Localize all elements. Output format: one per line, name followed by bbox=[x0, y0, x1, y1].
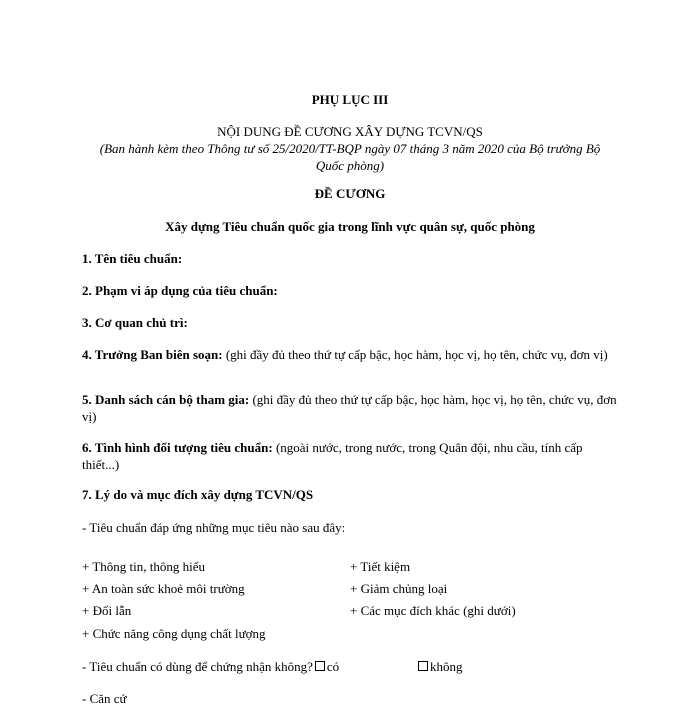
document-title: NỘI DUNG ĐỀ CƯƠNG XÂY DỰNG TCVN/QS bbox=[217, 124, 483, 139]
item-5 bbox=[82, 391, 618, 425]
subtitle-line-1: (Ban hành kèm theo Thông tư số 25/2020/TT-BQP ngày 07 tháng 3 năm 2020 của Bộ trưởng Bộ bbox=[99, 141, 601, 156]
objective-right-2: + Giảm chủng loại bbox=[350, 581, 448, 596]
no-checkbox[interactable] bbox=[418, 661, 428, 671]
item-5-text: (ghi đầy đủ theo thứ tự cấp bậc, học hàm, học vị, họ tên, chức vụ, đơn vị) bbox=[82, 392, 617, 424]
section-title: ĐỀ CƯƠNG bbox=[314, 186, 386, 201]
yes-checkbox[interactable] bbox=[315, 661, 325, 671]
item-2: 2. Phạm vi áp dụng của tiêu chuẩn: bbox=[82, 283, 278, 298]
objective-left-2: + An toàn sức khoẻ môi trường bbox=[82, 581, 245, 596]
certification-question: - Tiêu chuẩn có dùng để chứng nhận không? bbox=[82, 659, 313, 674]
item-6 bbox=[82, 439, 618, 473]
objective-left-1: + Thông tin, thông hiểu bbox=[82, 559, 206, 574]
objectives-intro: - Tiêu chuẩn đáp ứng những mục tiêu nào sau đây: bbox=[82, 520, 346, 535]
item-6-text: (ngoài nước, trong nước, trong Quân đội, nhu cầu, tính cấp thiết...) bbox=[82, 440, 583, 472]
objective-left-3: + Đổi lẫn bbox=[82, 603, 132, 618]
basis-label: - Căn cứ bbox=[82, 691, 127, 706]
section-heading: Xây dựng Tiêu chuẩn quốc gia trong lĩnh vực quân sự, quốc phòng bbox=[165, 219, 535, 234]
item-7: 7. Lý do và mục đích xây dựng TCVN/QS bbox=[82, 487, 314, 502]
item-1: 1. Tên tiêu chuẩn: bbox=[82, 251, 183, 266]
item-3: 3. Cơ quan chủ trì: bbox=[82, 315, 188, 330]
item-4 bbox=[82, 346, 618, 363]
certification-question-row bbox=[82, 658, 339, 675]
objective-right-3: + Các mục đích khác (ghi dưới) bbox=[350, 603, 516, 618]
subtitle-line-2: Quốc phòng) bbox=[315, 158, 385, 173]
item-6-label: 6. Tình hình đối tượng tiêu chuẩn: bbox=[82, 440, 273, 455]
item-4-label: 4. Trưởng Ban biên soạn: bbox=[82, 347, 223, 362]
objective-left-4: + Chức năng công dụng chất lượng bbox=[82, 626, 266, 641]
objective-right-1: + Tiết kiệm bbox=[350, 559, 411, 574]
certification-no-row bbox=[416, 658, 463, 675]
item-4-text: (ghi đầy đủ theo thứ tự cấp bậc, học hàm, học vị, họ tên, chức vụ, đơn vị) bbox=[222, 347, 608, 362]
item-5-label: 5. Danh sách cán bộ tham gia: bbox=[82, 392, 250, 407]
appendix-label: PHỤ LỤC III bbox=[311, 92, 389, 107]
yes-label: có bbox=[326, 659, 340, 674]
no-label: không bbox=[430, 659, 463, 674]
